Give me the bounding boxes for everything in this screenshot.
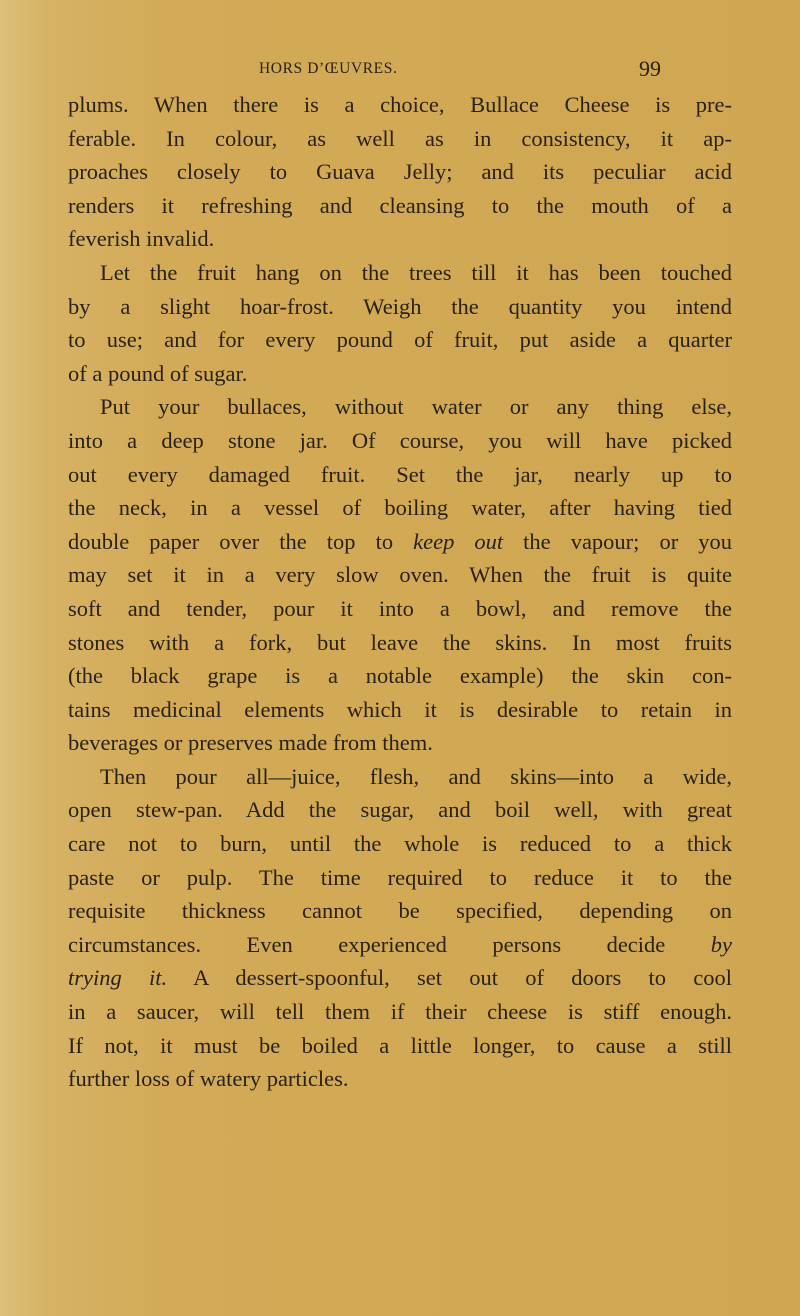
text-line [68, 693, 732, 727]
text-segment: Let the fruit hang on the trees till it has been touched [100, 259, 732, 285]
text-segment: may set it in a very slow oven. When the fruit is quite [68, 562, 732, 588]
text-segment: in a saucer, will tell them if their cheese is stiff enough. [68, 999, 732, 1025]
text-segment: of a pound of sugar. [68, 360, 248, 386]
text-line [68, 1029, 732, 1063]
running-title: HORS D’ŒUVRES. [259, 60, 398, 77]
text-segment: paste or pulp. The time required to reduce it to the [68, 864, 732, 890]
text-line [68, 155, 732, 189]
text-line [68, 390, 732, 424]
text-segment: care not to burn, until the whole is reduced to a thick [68, 831, 732, 857]
text-segment: requisite thickness cannot be specified, depending on [68, 898, 732, 924]
text-segment: stones with a fork, but leave the skins. In most fruits [68, 629, 732, 655]
text-line [68, 861, 732, 895]
text-line [68, 458, 732, 492]
text-line [68, 961, 732, 995]
text-line [68, 894, 732, 928]
text-line [68, 222, 732, 256]
text-segment: open stew-pan. Add the sugar, and boil well, with great [68, 797, 732, 823]
text-segment: the vapour; or you [503, 528, 732, 554]
running-header [0, 56, 800, 84]
page-number: 99 [639, 56, 661, 81]
text-segment: renders it refreshing and cleansing to the mouth of a [68, 192, 732, 218]
text-line [68, 189, 732, 223]
text-segment: into a deep stone jar. Of course, you will have picked [68, 427, 732, 453]
text-line [68, 290, 732, 324]
italic-text: trying it. [68, 965, 168, 991]
italic-text: by [710, 931, 732, 957]
text-line [68, 122, 732, 156]
text-line [68, 491, 732, 525]
text-line [68, 525, 732, 559]
text-segment: Then pour all—juice, flesh, and skins—into a wide, [100, 763, 732, 789]
text-line [68, 88, 732, 122]
text-line [68, 558, 732, 592]
text-line [68, 592, 732, 626]
text-line [68, 1062, 732, 1096]
text-segment: Put your bullaces, without water or any thing else, [100, 394, 732, 420]
text-segment: circumstances. Even experienced persons decide [68, 931, 711, 957]
text-segment: the neck, in a vessel of boiling water, after having tied [68, 495, 732, 521]
text-segment: further loss of watery particles. [68, 1066, 349, 1092]
text-segment: by a slight hoar-frost. Weigh the quantity you intend [68, 293, 732, 319]
text-segment: If not, it must be boiled a little longer, to cause a still [68, 1032, 732, 1058]
text-line [68, 323, 732, 357]
text-line [68, 357, 732, 391]
text-segment: plums. When there is a choice, Bullace Cheese is pre- [68, 92, 732, 117]
text-segment: beverages or preserves made from them. [68, 730, 433, 756]
text-line [68, 928, 732, 962]
text-segment: out every damaged fruit. Set the jar, nearly up to [68, 461, 732, 487]
text-segment: ferable. In colour, as well as in consistency, it ap- [68, 125, 732, 151]
text-line [68, 995, 732, 1029]
text-segment: double paper over the top to [68, 528, 414, 554]
text-segment: to use; and for every pound of fruit, put aside a quarter [68, 327, 732, 353]
text-line [68, 726, 732, 760]
text-line [68, 793, 732, 827]
text-line [68, 626, 732, 660]
text-segment: proaches closely to Guava Jelly; and its peculiar acid [68, 159, 732, 185]
text-segment: (the black grape is a notable example) the skin con- [68, 663, 732, 689]
page-body-text [68, 88, 732, 1096]
text-segment: feverish invalid. [68, 226, 215, 252]
text-line [68, 424, 732, 458]
text-line [68, 827, 732, 861]
text-segment: A dessert-spoonful, set out of doors to cool [167, 965, 733, 991]
text-segment: tains medicinal elements which it is desirable to retain in [68, 696, 732, 722]
text-line [68, 760, 732, 794]
italic-text: keep out [413, 528, 504, 554]
text-line [68, 659, 732, 693]
text-segment: soft and tender, pour it into a bowl, and remove the [68, 595, 732, 621]
text-line [68, 256, 732, 290]
